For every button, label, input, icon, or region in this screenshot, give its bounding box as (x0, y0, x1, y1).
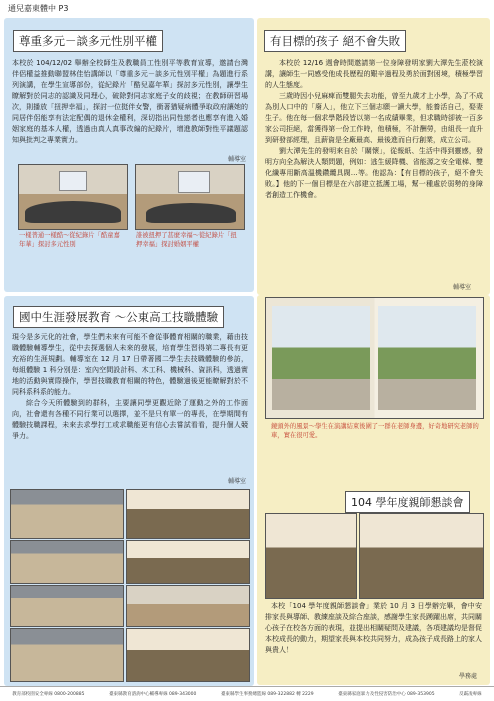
workshop-photo-6 (126, 585, 250, 627)
section-title: 國中生涯發展教育 ～公東高工技職體驗 (13, 306, 224, 328)
footer-item: 臺東縣家庭暴力及性侵害防治中心 089-353905 (338, 692, 435, 697)
projector-screen-icon (59, 171, 87, 191)
section-paragraph: 本校於 104/12/02 舉辦全校師生及教職員工性別平等教育宣導，邀請台灣伴侶權益推動聯盟林佳怡講師以「尊重多元－談多元性別平權」為題進行系列演講，在學生宣導部份，從紀錄片「酷兒嘉年華」探討多元性別，讓學生瞭解對於同志的認識及同理心，破除對同志家庭子女的歧視；在教師研習場次，則播放「扭押幸福」，探討一位挺伴女警，衝著猶疑病體爭取政府讓她的同居伴侶能享有法定配偶的退休金權利，深切指出同性戀者也應享有進入婚姻家庭的基本人權，透過由真人真事改編的紀錄片，增進教師對性平議題認知與批判之專業實力。 (12, 59, 248, 144)
photo-caption-right: 誰被扭押了甚麼幸福～從紀錄片「扭押幸福」探討婚姻平權 (136, 232, 237, 248)
photo-caption-left: 一樣普通一樣酷～從紀錄片「酷童嘉年華」探討多元性別 (19, 232, 120, 248)
meeting-photo-2 (359, 513, 484, 599)
section-sign: 輔導室 (228, 478, 247, 485)
section-paragraphs: 本校於 12/16 週會時間邀請第一位身障發明家劉大潭先生蒞校演講，讓師生一同感受他成長歷程的艱辛過程及勇於面對困境，積極學習的人生態度。 三歲時因小兒麻痺而雙腿失去功能，曾至九歲才上小學，為了不成為別人口中的「廢人」，他立下三個志願一讀大學，能養活自己，娶妻生子。他在每一個求學階段皆以第一名成績畢業，但求職時卻被一百多家公司拒絕，當獲得第一份工作時，他積極，不計酬勞，由組長一直升到研發部經理，且薪資是全廠最高、最後進而自行創業，成立公司。 劉大潭先生的發明來自於「關懷」，從報紙、生活中得到靈感，發明方向全為解決人類問題，例如：逃生緩降機、省能源之安全電梯、雙化纖專用斷高溫機鑽纜具閥…等。他認為：【有目標的孩子，絕不會失敗。】他的下一個目標是在六部建立抵護工場，幫一種處於弱勢的身障者創造工作機會。 (265, 59, 483, 199)
footer-hotlines (0, 686, 494, 701)
footer-item: 臺東縣學生事務總監線 089-322882 轉 2229 (221, 692, 314, 697)
section-paragraph: 本校「104 學年度親師懇談會」業於 10 月 3 日學辦完畢，會中安排家長與導師、教練座談及綜合座談，感謝學生家長踴躍出席，共同關心孩子在校各方面的表現，並提出相關疑問及建議，各項建議均是督促本校成長的動力，期望家長與本校共同努力，成為孩子成長路上的家人與貴人！ (265, 602, 482, 654)
section-sign: 學務處 (459, 673, 478, 680)
workshop-photo-4 (126, 540, 250, 584)
career-education-section (4, 296, 254, 686)
footer-item: 反霸凌專線 (459, 692, 482, 697)
workshop-photo-1 (10, 489, 124, 539)
section-sign: 輔導室 (228, 156, 247, 163)
lecture-photo-teachers (135, 164, 245, 230)
meeting-photo-1 (265, 513, 357, 599)
photo-caption: 鏡頭外的風景～學生在演講結束後圍了一群在老師身邊，好奇地研究老師的車，實在很可愛。 (271, 423, 479, 439)
section-title: 104 學年度親師懇談會 (345, 491, 470, 513)
section-sign: 輔導室 (453, 284, 472, 291)
speaker-photo-book (265, 297, 484, 419)
workshop-photo-5 (10, 585, 124, 627)
audience-silhouette (25, 201, 121, 223)
workshop-photo-3 (10, 540, 124, 584)
section-paragraphs: 現今是多元化的社會，學生們未來有可能不會從事體育相關的職業，藉由技職體驗輔導學生，從中去探選個人未來的發展，培育學生習得第二專長有更充裕的生涯規劃。輔導室在 12 月 17 日帶著國二學生去技職體驗的參訪，每組體驗 1 科分別是：室內空間設計科、木工科、機械科、資訊科，透過實地的活動與實際操作，學習技職教育相關的特色，體驗過後更能瞭解對於不同科系科系的能力。 綜合今天所體驗到的群科，主要讓同學更觀近除了運動之外的工作面向，社會還有各種不同行業可以選擇，並不是只有單一的專長，在學期間有體驗技職課程，未來去求學打工或求職能更有信心去嘗試看看，提升個人競爭力。 (12, 333, 248, 440)
parent-teacher-section (257, 295, 490, 685)
page-header: 通兒嘉東體中 P3 (8, 4, 69, 13)
footer-item: 臺東縣教育諮詢中心輔導專線 089-343000 (109, 692, 197, 697)
workshop-photo-2 (126, 489, 250, 539)
section-title: 有目標的孩子 絕不會失敗 (264, 30, 406, 52)
gender-equality-section (4, 18, 254, 292)
footer-item: 教育部校園安全專線 0800-200885 (12, 692, 85, 697)
projector-screen-icon (178, 171, 210, 193)
goal-children-section (257, 18, 490, 295)
workshop-photo-8 (126, 628, 250, 682)
speaker-with-students-photo (272, 306, 370, 410)
section-title: 尊重多元－談多元性別平權 (13, 30, 163, 52)
workshop-photo-7 (10, 628, 124, 682)
group-photo (378, 306, 476, 410)
audience-silhouette (146, 203, 236, 223)
lecture-photo-students (18, 164, 128, 230)
